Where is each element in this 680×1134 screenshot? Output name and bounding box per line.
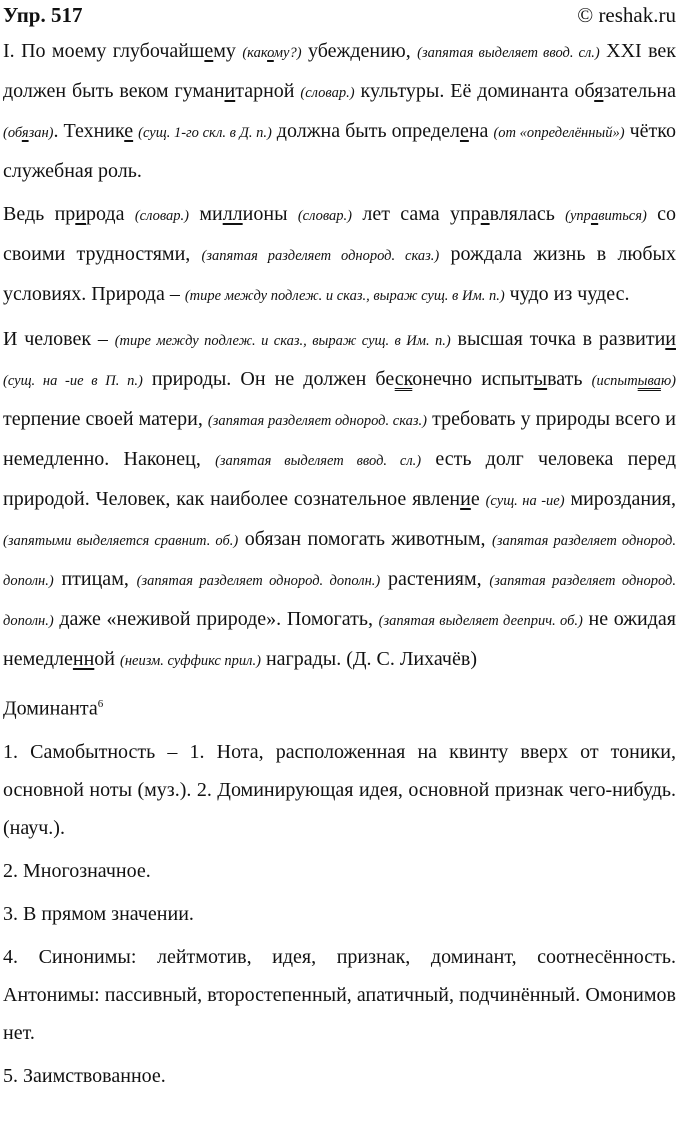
text-body [3,32,676,680]
annotation-note: му?) [273,45,302,61]
annotation-note: а [590,208,599,224]
text-run: тарной [235,80,301,102]
annotation-note: (запятая разделяет однород. дополн.) [136,573,381,589]
text-run: даже «неживой природе». Помогать, [53,608,379,630]
marked-letters: и [224,80,236,102]
text-run: есть долг человека перед природой. Человек, как наиболее сознательное явлен [3,448,676,510]
text-run: убеждению, [301,40,418,62]
text-run: чудо из чудес. [504,283,630,305]
text-run: И человек – [3,328,115,350]
annotation-note: (запятая выделяет ввод. сл.) [417,45,600,61]
annotation-note: (запятая разделяет однород. дополн.) [3,573,676,629]
marked-letters: и [75,203,86,225]
annotation-note: (запятыми выделяется сравнит. об.) [3,533,239,549]
text-run: XXI век должен быть веком гуман [3,40,677,102]
annotation-note: (словар.) [300,85,355,101]
annotation-note: (запятая выделяет дееприч. об.) [378,613,583,629]
analysis-list [3,733,676,1095]
analysis-item: 4. Синонимы: лейтмотив, идея, признак, доминант, соотнесённость. Антонимы: пассивный, второстепенный, апатичный, подчинённый. Омонимов нет. [3,945,676,1044]
text-run: природы. Он не должен бе [142,368,395,390]
annotation-note: (сущ. 1-го скл. в Д. п.) [138,125,272,141]
text-run: влялась [489,203,566,225]
text-run: птицам, [53,568,137,590]
annotation-note: (об [3,125,22,141]
text-paragraph [3,320,676,680]
annotation-note: (испыт [591,373,638,389]
annotation-note: виться) [598,208,647,224]
marked-letters: е [204,40,214,62]
annotation-note: ю) [660,373,676,389]
marked-letters: ск [394,368,413,390]
text-run: I. По моему глубочайш [3,40,205,62]
text-run: . Техник [53,120,125,142]
text-run: ой [94,648,120,670]
text-run: растениям, [380,568,490,590]
text-run: на [468,120,494,142]
marked-letters: ы [533,368,548,390]
annotation-note: (от «определённый») [493,125,625,141]
text-run: культуры. Её доминанта об [354,80,595,102]
source-label: © reshak.ru [577,3,676,27]
term-word: Доминанта [3,697,98,720]
text-run: му [213,40,243,62]
text-run: ионы [242,203,298,225]
annotation-note: о [267,45,274,61]
annotation-note: зан) [28,125,54,141]
annotation-note: (словар.) [134,208,189,224]
text-paragraph [3,195,676,315]
text-run: Ведь пр [3,203,76,225]
annotation-note: (сущ. на -ие в П. п.) [3,373,143,389]
header [3,0,676,32]
annotation-note: (упр [565,208,591,224]
text-run: обязан помогать животным, [238,528,492,550]
annotation-note: ыва [637,373,661,389]
analysis-item: 3. В прямом значении. [3,902,194,925]
marked-letters: нн [72,648,95,670]
marked-letters: и [460,488,471,510]
text-run: чётко служебная роль. [3,120,676,182]
analysis-item: 2. Многозначное. [3,859,151,882]
annotation-note: (тире между подлеж. и сказ., выраж сущ. в Им. п.) [184,288,505,304]
text-run: награды. (Д. С. Лихачёв) [260,648,477,670]
text-run: рода [86,203,135,225]
annotation-note: (запятая разделяет однород. дополн.) [3,533,676,589]
text-paragraph [3,32,676,190]
annotation-note: (запятая выделяет ввод. сл.) [215,453,422,469]
text-run: вать [547,368,592,390]
text-run: требовать у природы всего и немедленно. Наконец, [3,408,676,470]
text-run: е [470,488,486,510]
annotation-note: (неизм. суффикс прил.) [120,653,261,669]
marked-letters: и [665,328,676,350]
text-run: онечно испыт [412,368,534,390]
term-heading [3,685,676,728]
marked-letters: я [594,80,604,102]
annotation-note: (запятая разделяет однород. сказ.) [207,413,428,429]
annotation-note: (сущ. на -ие) [485,493,565,509]
text-run: лет сама упр [352,203,481,225]
annotation-note: (словар.) [297,208,353,224]
annotation-note: (тире между подлеж. и сказ., выраж сущ. в Им. п.) [114,333,451,349]
text-run: должна быть определ [271,120,460,142]
annotation-note: я [21,125,29,141]
text-run: рождала жизнь в любых условиях. Природа – [3,243,676,305]
text-run: мироздания, [564,488,676,510]
text-run: высшая точка в развити [450,328,666,350]
text-run: со своими трудностями, [3,203,677,265]
footnote-mark: 6 [97,698,104,710]
text-run: не ожидая немедле [3,608,677,670]
text-run: ми [188,203,223,225]
marked-letters: а [480,203,490,225]
analysis-item: 1. Самобытность – 1. Нота, расположенная на квинту вверх от тоники, основной ноты (муз.). 2. Доминирующая идея, основной признак чего-нибудь. (науч.). [3,740,676,839]
analysis-item: 5. Заимствованное. [3,1064,166,1087]
exercise-title: Упр. 517 [3,3,83,27]
text-run: зательна [603,80,676,102]
marked-letters: е [124,120,134,142]
text-run: терпение своей матери, [3,408,208,430]
annotation-note: (как [242,45,268,61]
marked-letters: лл [222,203,243,225]
annotation-note: (запятая разделяет однород. сказ.) [201,248,440,264]
marked-letters: е [459,120,469,142]
